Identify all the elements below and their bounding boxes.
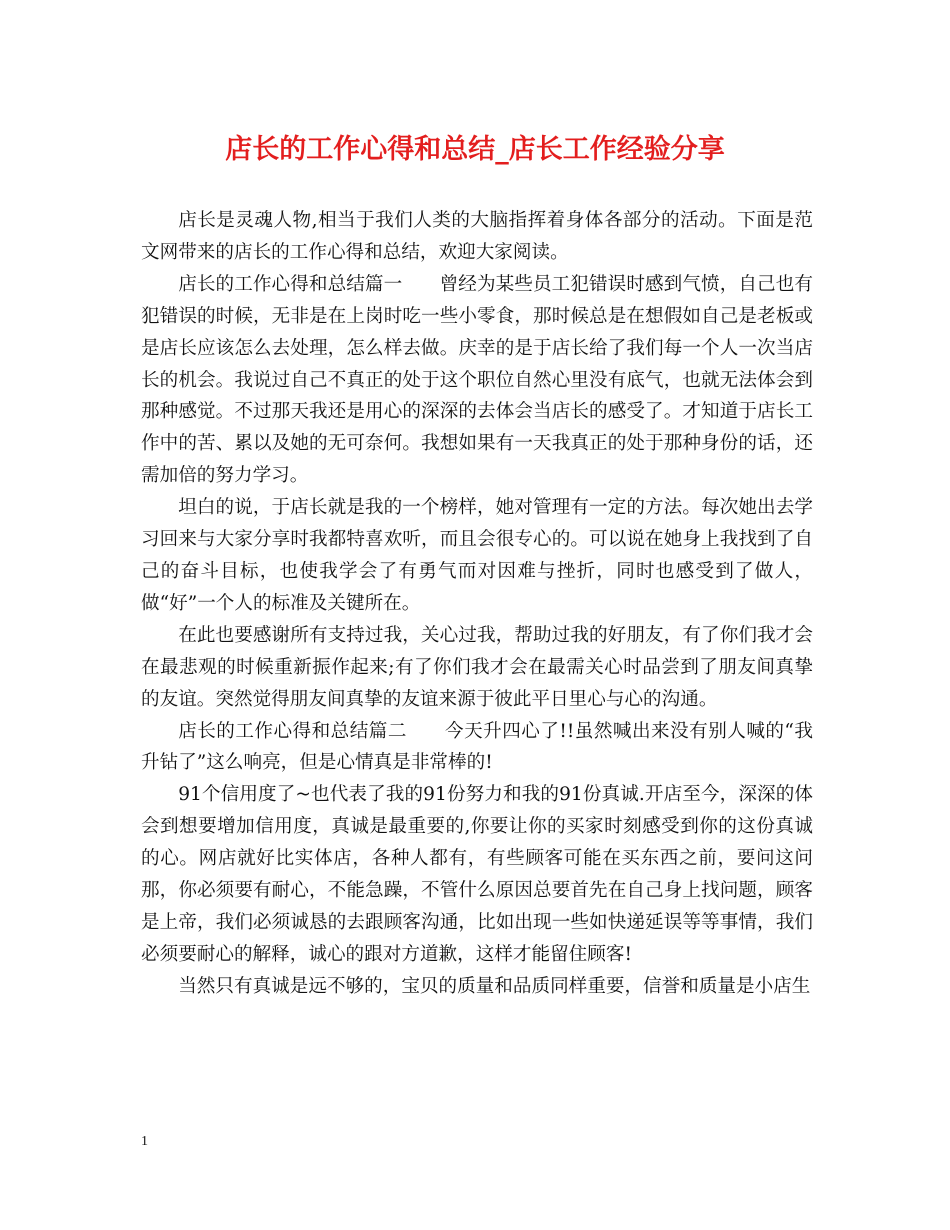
document-title: 店长的工作心得和总结_店长工作经验分享 [225,134,725,165]
paragraph-intro: 店长是灵魂人物,相当于我们人类的大脑指挥着身体各部分的活动。下面是范文网带来的店长的工作心得和总结，欢迎大家阅读。 [141,210,813,263]
paragraph-part-one: 店长的工作心得和总结篇一 曾经为某些员工犯错误时感到气愤，自己也有犯错误的时候，无非是在上岗时吃一些小零食，那时候总是在想假如自己是老板或是店长应该怎么去处理，怎么样去做。庆幸的是于店长给了我们每一个人一次当店长的机会。我说过自己不真正的处于这个职位自然心里没有底气，也就无法体会到那种感觉。不过那天我还是用心的深深的去体会当店长的感受了。才知道于店长工作中的苦、累以及她的无可奈何。我想如果有一天我真正的处于那种身份的话，还需加倍的努力学习。 [141,273,813,487]
paragraph-credit: 91个信用度了~也代表了我的91份努力和我的91份真诚.开店至今，深深的体会到想要增加信用度，真诚是最重要的,你要让你的买家时刻感受到你的这份真诚的心。网店就好比实体店，各种人都有，有些顾客可能在买东西之前，要问这问那，你必须要有耐心，不能急躁，不管什么原因总要首先在自己身上找问题，顾客是上帝，我们必须诚恳的去跟顾客沟通，比如出现一些如快递延误等等事情，我们必须要耐心的解释，诚心的跟对方道歉，这样才能留住顾客! [141,784,813,965]
paragraph-quality: 当然只有真诚是远不够的，宝贝的质量和品质同样重要，信誉和质量是小店生 [178,975,811,997]
paragraph-role-model: 坦白的说，于店长就是我的一个榜样，她对管理有一定的方法。每次她出去学习回来与大家分享时我都特喜欢听，而且会很专心的。可以说在她身上我找到了自己的奋斗目标，也使我学会了有勇气而对因难与挫折，同时也感受到了做人，做“好”一个人的标准及关键所在。 [141,497,813,614]
paragraph-thanks: 在此也要感谢所有支持过我，关心过我，帮助过我的好朋友，有了你们我才会在最悲观的时候重新振作起来;有了你们我才会在最需关心时品尝到了朋友间真挚的友谊。突然觉得朋友间真挚的友谊来源于彼此平日里心与心的沟通。 [141,624,813,710]
document-body [141,205,813,1003]
paragraph-part-two: 店长的工作心得和总结篇二 今天升四心了!!虽然喊出来没有别人喊的“我升钻了”这么响亮，但是心情真是非常棒的! [141,720,813,774]
page-number: 1 [141,1134,148,1149]
